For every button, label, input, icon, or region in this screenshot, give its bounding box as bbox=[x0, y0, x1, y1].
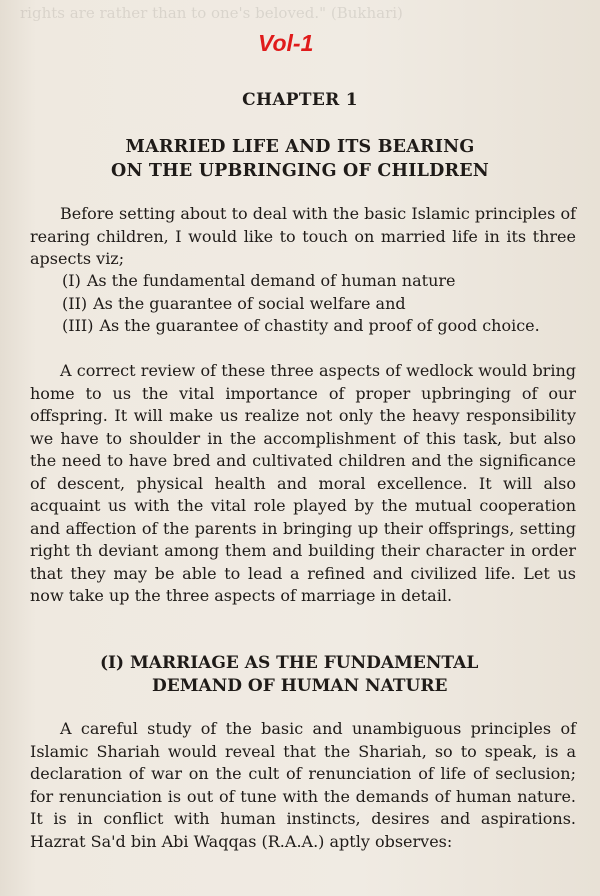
aspects-list bbox=[62, 270, 576, 338]
chapter-heading: CHAPTER 1 bbox=[242, 90, 358, 110]
section-heading-line-2: DEMAND OF HUMAN NATURE bbox=[152, 676, 448, 696]
section-heading bbox=[100, 652, 520, 698]
review-paragraph bbox=[30, 360, 576, 608]
aspect-text: As the guarantee of social welfare and bbox=[93, 293, 406, 313]
study-paragraph bbox=[30, 718, 576, 853]
aspect-number: (III) bbox=[62, 316, 94, 335]
aspect-number: (II) bbox=[62, 293, 88, 313]
aspect-item bbox=[62, 293, 576, 316]
bleed-through-text: rights are rather than to one's beloved." (Bukhari) bbox=[20, 4, 403, 22]
chapter-title bbox=[0, 135, 600, 183]
intro-paragraph bbox=[30, 203, 576, 271]
section-heading-line-1: (I) MARRIAGE AS THE FUNDAMENTAL bbox=[100, 653, 479, 673]
intro-text: Before setting about to deal with the basic Islamic principles of rearing children, I would like to touch on married life in its three apsects viz; bbox=[30, 204, 576, 268]
aspect-item bbox=[62, 270, 576, 293]
volume-label: Vol-1 bbox=[258, 30, 314, 56]
aspect-text: As the fundamental demand of human nature bbox=[86, 271, 456, 290]
chapter-title-line-2: ON THE UPBRINGING OF CHILDREN bbox=[111, 161, 489, 181]
chapter-title-line-1: MARRIED LIFE AND ITS BEARING bbox=[125, 137, 475, 157]
aspect-item bbox=[62, 315, 576, 338]
study-text: A careful study of the basic and unambiguous principles of Islamic Shariah would reveal that the Shariah, so to speak, is a declaration of war on the cult of renunciation of life of seclusion; for renunciation is out of tune with the demands of human nature. It is in conflict with human instincts, desires and aspirations. Hazrat Sa'd bin Abi Waqqas (R.A.A.) aptly observes: bbox=[30, 719, 576, 851]
aspect-text: As the guarantee of chastity and proof of good choice. bbox=[99, 316, 540, 335]
aspect-number: (I) bbox=[62, 271, 81, 290]
review-text: A correct review of these three aspects of wedlock would bring home to us the vital importance of proper upbringing of our offspring. It will make us realize not only the heavy responsibility we have to shoulder in the accomplishment of this task, but also the need to have bred and cultivated children and the significance of descent, physical health and moral excellence. It will also acquaint us with the vital role played by the mutual cooperation and affection of the parents in bringing up their offsprings, setting right th deviant among them and building their character in order that they may be able to lead a refined and civilized life. Let us now take up the three aspects of marriage in detail. bbox=[30, 361, 576, 605]
